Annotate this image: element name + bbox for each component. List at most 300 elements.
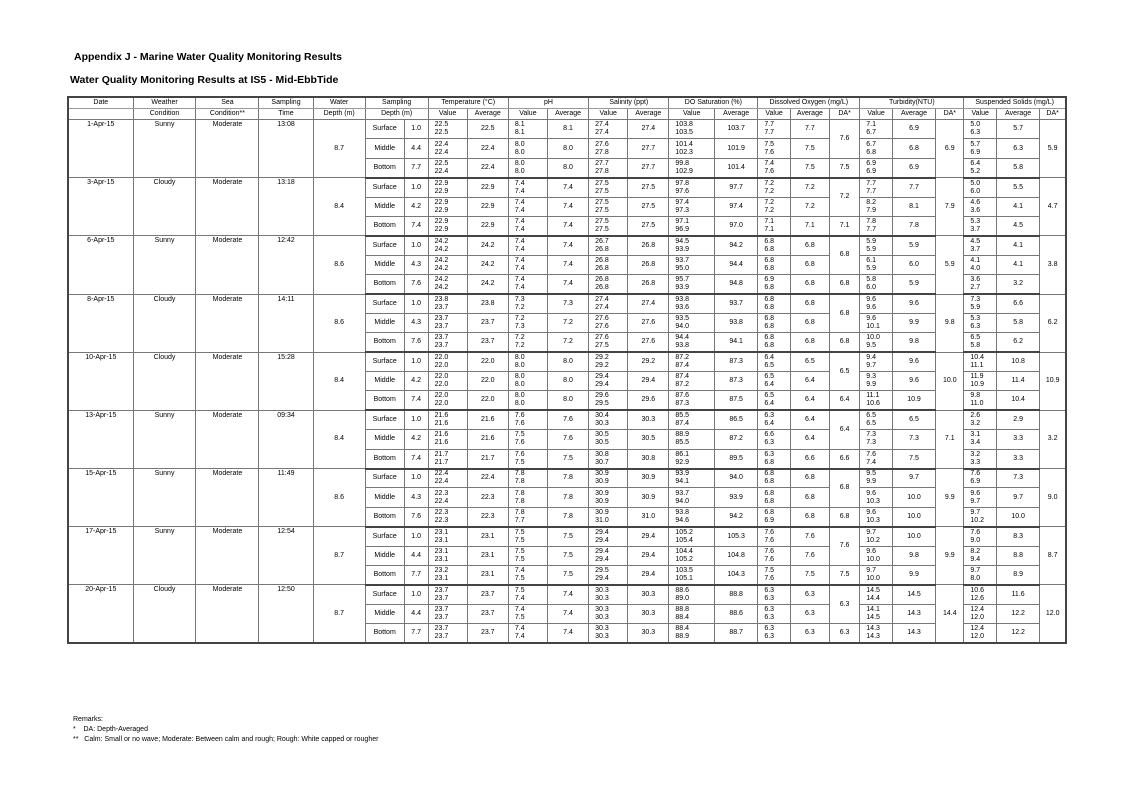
sal-values — [589, 585, 628, 604]
do-average-cell: 6.8 — [790, 313, 829, 332]
dos-values — [669, 430, 715, 449]
water-depth-cell: 8.6 — [313, 236, 365, 294]
dos-values — [669, 604, 715, 623]
ss-value-2: 12.0 — [970, 633, 985, 641]
ph-value-2: 7.4 — [514, 284, 525, 292]
sampling-level-cell: Surface — [365, 585, 404, 604]
temp-value-2: 23.7 — [434, 342, 449, 350]
turbidity-da-cell: 5.9 — [936, 236, 964, 294]
ss-values — [964, 158, 997, 177]
ss-value-1: 7.6 — [970, 528, 981, 536]
ph-values — [508, 197, 547, 216]
dos-value-2: 87.3 — [675, 400, 690, 408]
ph-values — [508, 236, 547, 255]
ss-value-2: 10.9 — [970, 381, 985, 389]
turbidity-da-cell: 6.9 — [936, 120, 964, 178]
temp-value-2: 24.2 — [434, 284, 449, 292]
sal-values — [589, 197, 628, 216]
sal-value-2: 27.5 — [595, 342, 609, 350]
ph-average-cell: 7.3 — [547, 294, 588, 313]
tur-value-1: 9.6 — [866, 547, 877, 555]
temp-values — [428, 178, 467, 197]
sal-value-2: 30.9 — [595, 478, 609, 486]
ss-average-cell: 8.9 — [996, 565, 1039, 584]
ss-value-1: 4.6 — [970, 198, 981, 206]
water-depth-cell: 8.6 — [313, 294, 365, 352]
temp-value-2: 22.3 — [434, 516, 449, 524]
do-values — [758, 507, 791, 526]
do-average-cell: 6.3 — [790, 624, 829, 643]
temp-values — [428, 333, 467, 352]
do-saturation-average-cell: 93.7 — [714, 294, 757, 313]
do-saturation-average-cell: 94.0 — [714, 469, 757, 488]
temp-values — [428, 120, 467, 139]
sal-value-1: 30.3 — [595, 586, 609, 594]
ph-average-cell: 7.4 — [547, 255, 588, 274]
do-average-cell: 6.8 — [790, 333, 829, 352]
ph-value-2: 8.0 — [514, 400, 525, 408]
ph-value-1: 7.2 — [514, 334, 525, 342]
salinity-average-cell: 30.5 — [628, 430, 669, 449]
ph-value-1: 7.4 — [514, 198, 525, 206]
subheader-do-average: Average — [790, 109, 829, 120]
do-values — [758, 546, 791, 565]
sea-condition-cell: Moderate — [196, 527, 259, 585]
turbidity-average-cell: 9.8 — [892, 333, 935, 352]
temp-value-2: 23.7 — [434, 613, 449, 621]
dos-values — [669, 333, 715, 352]
sampling-depth-cell: 4.4 — [404, 139, 428, 158]
dos-value-2: 96.9 — [675, 225, 690, 233]
water-depth-cell: 8.6 — [313, 469, 365, 527]
ss-value-1: 9.8 — [970, 392, 981, 400]
ss-values — [964, 333, 997, 352]
tur-value-1: 7.8 — [866, 217, 877, 225]
ph-value-1: 7.8 — [514, 508, 525, 516]
sal-value-2: 26.8 — [595, 284, 609, 292]
ph-average-cell: 7.8 — [547, 469, 588, 488]
tur-value-2: 10.6 — [866, 400, 880, 408]
ph-values — [508, 488, 547, 507]
do-saturation-average-cell: 88.8 — [714, 585, 757, 604]
sampling-depth-cell: 4.3 — [404, 255, 428, 274]
ss-value-2: 8.0 — [970, 574, 981, 582]
do-saturation-average-cell: 88.6 — [714, 604, 757, 623]
do-average-cell: 6.4 — [790, 391, 829, 410]
ph-average-cell: 7.6 — [547, 410, 588, 429]
do-value-2: 6.8 — [764, 478, 775, 486]
ss-value-1: 3.2 — [970, 450, 981, 458]
temp-average-cell: 23.1 — [467, 565, 508, 584]
ph-value-2: 7.3 — [514, 323, 525, 331]
temp-value-1: 24.2 — [434, 276, 449, 284]
temp-value-2: 22.4 — [434, 167, 449, 175]
sal-values — [589, 216, 628, 235]
do-da-cell: 7.6 — [829, 120, 859, 159]
sal-value-2: 26.8 — [595, 264, 609, 272]
dos-values — [669, 585, 715, 604]
ss-values — [964, 624, 997, 643]
dos-value-2: 88.4 — [675, 613, 690, 621]
tur-value-2: 7.4 — [866, 458, 877, 466]
temp-values — [428, 585, 467, 604]
temp-value-2: 23.7 — [434, 594, 449, 602]
dos-value-1: 93.7 — [675, 489, 690, 497]
ss-average-cell: 11.6 — [996, 585, 1039, 604]
temp-value-1: 23.1 — [434, 547, 449, 555]
ss-value-2: 6.3 — [970, 129, 981, 137]
do-values — [758, 255, 791, 274]
dos-values — [669, 565, 715, 584]
do-value-2: 6.4 — [764, 381, 775, 389]
dos-value-1: 88.8 — [675, 605, 690, 613]
ss-average-cell: 4.5 — [996, 216, 1039, 235]
page-title: Appendix J - Marine Water Quality Monitoring Results — [74, 51, 342, 63]
temp-value-2: 22.5 — [434, 129, 449, 137]
ss-average-cell: 4.1 — [996, 255, 1039, 274]
do-da-cell: 7.5 — [829, 158, 859, 177]
ph-value-2: 7.2 — [514, 303, 525, 311]
temp-average-cell: 23.1 — [467, 546, 508, 565]
dos-value-2: 94.6 — [675, 516, 690, 524]
do-values — [758, 565, 791, 584]
sal-value-2: 29.4 — [595, 536, 609, 544]
table-row — [68, 352, 1066, 371]
sal-value-2: 30.3 — [595, 594, 609, 602]
tur-values — [860, 178, 893, 197]
do-saturation-average-cell: 87.2 — [714, 430, 757, 449]
tur-value-2: 9.9 — [866, 381, 877, 389]
sal-values — [589, 255, 628, 274]
sea-condition-cell: Moderate — [196, 120, 259, 178]
header-ph: pH — [508, 97, 588, 109]
dos-values — [669, 372, 715, 391]
ph-average-cell: 7.4 — [547, 216, 588, 235]
do-da-cell: 7.5 — [829, 565, 859, 584]
do-average-cell: 6.5 — [790, 352, 829, 371]
ss-value-2: 9.7 — [970, 497, 981, 505]
table-row — [68, 469, 1066, 488]
do-saturation-average-cell: 87.3 — [714, 352, 757, 371]
temp-values — [428, 604, 467, 623]
temp-value-1: 23.7 — [434, 334, 449, 342]
temp-value-1: 23.7 — [434, 315, 449, 323]
tur-value-1: 7.1 — [866, 121, 877, 129]
turbidity-average-cell: 10.0 — [892, 507, 935, 526]
do-value-2: 7.1 — [764, 225, 775, 233]
subheader-sea-condition: Condition** — [196, 109, 259, 120]
tur-values — [860, 565, 893, 584]
dos-value-2: 87.2 — [675, 381, 690, 389]
sal-values — [589, 527, 628, 546]
do-value-1: 6.6 — [764, 431, 775, 439]
sal-value-2: 29.4 — [595, 381, 609, 389]
ss-average-cell: 8.8 — [996, 546, 1039, 565]
salinity-average-cell: 27.5 — [628, 197, 669, 216]
ss-values — [964, 352, 997, 371]
do-da-cell: 6.8 — [829, 507, 859, 526]
sampling-time-cell: 09:34 — [259, 410, 313, 468]
do-value-1: 6.5 — [764, 373, 775, 381]
subheader-tur-average: Average — [892, 109, 935, 120]
dos-values — [669, 449, 715, 468]
sal-values — [589, 236, 628, 255]
subheader-sampling-depth: Depth (m) — [365, 109, 428, 120]
do-values — [758, 624, 791, 643]
sal-values — [589, 546, 628, 565]
date-cell: 20-Apr-15 — [68, 585, 133, 643]
salinity-average-cell: 30.3 — [628, 585, 669, 604]
weather-cell: Sunny — [133, 120, 196, 178]
do-value-1: 6.4 — [764, 354, 775, 362]
sea-condition-cell: Moderate — [196, 236, 259, 294]
ph-values — [508, 604, 547, 623]
tur-values — [860, 158, 893, 177]
weather-cell: Sunny — [133, 236, 196, 294]
subheader-temp-value: Value — [428, 109, 467, 120]
sal-value-1: 30.9 — [595, 508, 609, 516]
tur-value-1: 9.5 — [866, 470, 877, 478]
do-value-1: 6.8 — [764, 508, 775, 516]
sal-value-1: 30.4 — [595, 412, 609, 420]
sampling-level-cell: Bottom — [365, 275, 404, 294]
salinity-average-cell: 26.8 — [628, 236, 669, 255]
temp-average-cell: 24.2 — [467, 236, 508, 255]
weather-cell: Cloudy — [133, 294, 196, 352]
salinity-average-cell: 31.0 — [628, 507, 669, 526]
ph-value-1: 7.5 — [514, 528, 525, 536]
sampling-level-cell: Middle — [365, 430, 404, 449]
dos-value-1: 104.4 — [675, 547, 693, 555]
tur-value-1: 7.3 — [866, 431, 877, 439]
dos-value-2: 88.9 — [675, 633, 690, 641]
salinity-average-cell: 30.3 — [628, 410, 669, 429]
ss-values — [964, 546, 997, 565]
sampling-depth-cell: 4.3 — [404, 488, 428, 507]
temp-value-1: 22.9 — [434, 179, 449, 187]
temp-values — [428, 255, 467, 274]
temp-value-1: 22.5 — [434, 159, 449, 167]
do-values — [758, 604, 791, 623]
ss-value-2: 10.2 — [970, 516, 985, 524]
ss-average-cell: 2.9 — [996, 410, 1039, 429]
do-saturation-average-cell: 93.8 — [714, 313, 757, 332]
do-values — [758, 120, 791, 139]
do-average-cell: 7.6 — [790, 527, 829, 546]
sal-values — [589, 624, 628, 643]
do-average-cell: 6.4 — [790, 410, 829, 429]
do-average-cell: 6.8 — [790, 236, 829, 255]
ss-average-cell: 5.8 — [996, 313, 1039, 332]
ss-average-cell: 3.3 — [996, 430, 1039, 449]
tur-value-1: 9.6 — [866, 315, 877, 323]
do-values — [758, 527, 791, 546]
sal-value-1: 30.9 — [595, 470, 609, 478]
dos-value-2: 97.6 — [675, 187, 690, 195]
temp-average-cell: 23.7 — [467, 585, 508, 604]
ph-value-2: 8.0 — [514, 362, 525, 370]
ss-value-1: 8.2 — [970, 547, 981, 555]
temp-value-2: 22.0 — [434, 400, 449, 408]
ph-value-2: 7.5 — [514, 536, 525, 544]
do-saturation-average-cell: 97.4 — [714, 197, 757, 216]
do-value-1: 6.3 — [764, 586, 775, 594]
dos-value-2: 93.9 — [675, 245, 690, 253]
sampling-depth-cell: 7.6 — [404, 333, 428, 352]
tur-value-2: 10.0 — [866, 555, 880, 563]
do-da-cell: 7.6 — [829, 527, 859, 566]
ph-values — [508, 624, 547, 643]
do-values — [758, 372, 791, 391]
subheader-dos-average: Average — [714, 109, 757, 120]
tur-value-2: 6.0 — [866, 284, 877, 292]
dos-value-1: 88.4 — [675, 625, 690, 633]
sal-value-2: 30.3 — [595, 633, 609, 641]
sal-value-1: 27.4 — [595, 121, 609, 129]
temp-value-2: 22.0 — [434, 381, 449, 389]
do-values — [758, 216, 791, 235]
ss-values — [964, 255, 997, 274]
do-value-1: 6.8 — [764, 334, 775, 342]
sampling-depth-cell: 1.0 — [404, 294, 428, 313]
do-value-1: 7.6 — [764, 528, 775, 536]
sal-value-2: 29.4 — [595, 574, 609, 582]
ph-values — [508, 585, 547, 604]
ph-value-1: 8.0 — [514, 159, 525, 167]
tur-values — [860, 585, 893, 604]
do-value-2: 6.8 — [764, 264, 775, 272]
ph-average-cell: 8.0 — [547, 372, 588, 391]
sampling-level-cell: Middle — [365, 488, 404, 507]
tur-values — [860, 275, 893, 294]
dos-value-1: 97.1 — [675, 217, 690, 225]
sal-value-2: 30.7 — [595, 458, 609, 466]
tur-value-2: 6.8 — [866, 148, 877, 156]
temp-average-cell: 21.6 — [467, 410, 508, 429]
dos-value-1: 99.8 — [675, 159, 690, 167]
ph-values — [508, 507, 547, 526]
dos-value-1: 87.4 — [675, 373, 690, 381]
do-saturation-average-cell: 87.5 — [714, 391, 757, 410]
temp-average-cell: 22.9 — [467, 178, 508, 197]
tur-values — [860, 294, 893, 313]
dos-values — [669, 294, 715, 313]
sampling-level-cell: Surface — [365, 352, 404, 371]
tur-values — [860, 430, 893, 449]
ss-da-cell: 9.0 — [1040, 469, 1066, 527]
ph-value-1: 7.4 — [514, 217, 525, 225]
ss-value-1: 9.7 — [970, 566, 981, 574]
temp-values — [428, 507, 467, 526]
temp-value-1: 24.2 — [434, 256, 449, 264]
salinity-average-cell: 27.4 — [628, 120, 669, 139]
sal-values — [589, 430, 628, 449]
salinity-average-cell: 27.7 — [628, 158, 669, 177]
ph-value-2: 7.2 — [514, 342, 525, 350]
sal-value-1: 30.9 — [595, 489, 609, 497]
do-saturation-average-cell: 88.7 — [714, 624, 757, 643]
subheader-ph-value: Value — [508, 109, 547, 120]
ss-average-cell: 6.2 — [996, 333, 1039, 352]
temp-value-2: 24.2 — [434, 245, 449, 253]
temp-value-1: 21.6 — [434, 412, 449, 420]
turbidity-average-cell: 5.9 — [892, 236, 935, 255]
dos-value-1: 85.5 — [675, 412, 690, 420]
ph-value-1: 7.5 — [514, 547, 525, 555]
salinity-average-cell: 27.5 — [628, 178, 669, 197]
temp-value-1: 23.7 — [434, 586, 449, 594]
sampling-level-cell: Middle — [365, 313, 404, 332]
tur-value-1: 9.6 — [866, 508, 877, 516]
table-row — [68, 294, 1066, 313]
do-value-1: 6.3 — [764, 625, 775, 633]
sal-value-1: 29.4 — [595, 373, 609, 381]
turbidity-average-cell: 7.7 — [892, 178, 935, 197]
ph-value-2: 7.5 — [514, 613, 525, 621]
do-average-cell: 6.8 — [790, 507, 829, 526]
dos-values — [669, 352, 715, 371]
temp-average-cell: 22.0 — [467, 352, 508, 371]
do-values — [758, 178, 791, 197]
do-da-cell: 6.3 — [829, 624, 859, 643]
ss-values — [964, 139, 997, 158]
sal-values — [589, 604, 628, 623]
ss-value-2: 9.4 — [970, 555, 981, 563]
sampling-level-cell: Surface — [365, 469, 404, 488]
do-average-cell: 7.2 — [790, 178, 829, 197]
dos-value-1: 93.8 — [675, 295, 690, 303]
ph-value-2: 7.4 — [514, 594, 525, 602]
table-row — [68, 236, 1066, 255]
ss-value-1: 4.5 — [970, 237, 981, 245]
ph-values — [508, 372, 547, 391]
ss-values — [964, 507, 997, 526]
sampling-level-cell: Middle — [365, 255, 404, 274]
sampling-level-cell: Bottom — [365, 391, 404, 410]
tur-value-1: 8.2 — [866, 198, 877, 206]
sampling-depth-cell: 4.2 — [404, 197, 428, 216]
temp-value-2: 22.4 — [434, 497, 449, 505]
ph-value-2: 7.4 — [514, 264, 525, 272]
tur-value-2: 14.4 — [866, 594, 880, 602]
turbidity-average-cell: 14.5 — [892, 585, 935, 604]
ph-values — [508, 546, 547, 565]
ss-values — [964, 527, 997, 546]
sal-value-1: 26.7 — [595, 237, 609, 245]
sampling-level-cell: Bottom — [365, 449, 404, 468]
sampling-time-cell: 11:49 — [259, 469, 313, 527]
dos-value-2: 105.1 — [675, 574, 693, 582]
do-da-cell: 7.1 — [829, 216, 859, 235]
sal-value-1: 26.8 — [595, 276, 609, 284]
sal-values — [589, 313, 628, 332]
temp-values — [428, 527, 467, 546]
ph-value-2: 7.5 — [514, 574, 525, 582]
temp-value-1: 22.4 — [434, 140, 449, 148]
tur-value-1: 11.1 — [866, 392, 880, 400]
temp-value-2: 24.2 — [434, 264, 449, 272]
salinity-average-cell: 27.6 — [628, 313, 669, 332]
ss-values — [964, 488, 997, 507]
turbidity-da-cell: 9.9 — [936, 469, 964, 527]
temp-value-2: 22.9 — [434, 187, 449, 195]
temp-value-1: 23.2 — [434, 566, 449, 574]
ss-value-2: 2.7 — [970, 284, 981, 292]
sal-value-1: 27.4 — [595, 295, 609, 303]
ph-values — [508, 391, 547, 410]
dos-value-1: 101.4 — [675, 140, 693, 148]
tur-values — [860, 255, 893, 274]
